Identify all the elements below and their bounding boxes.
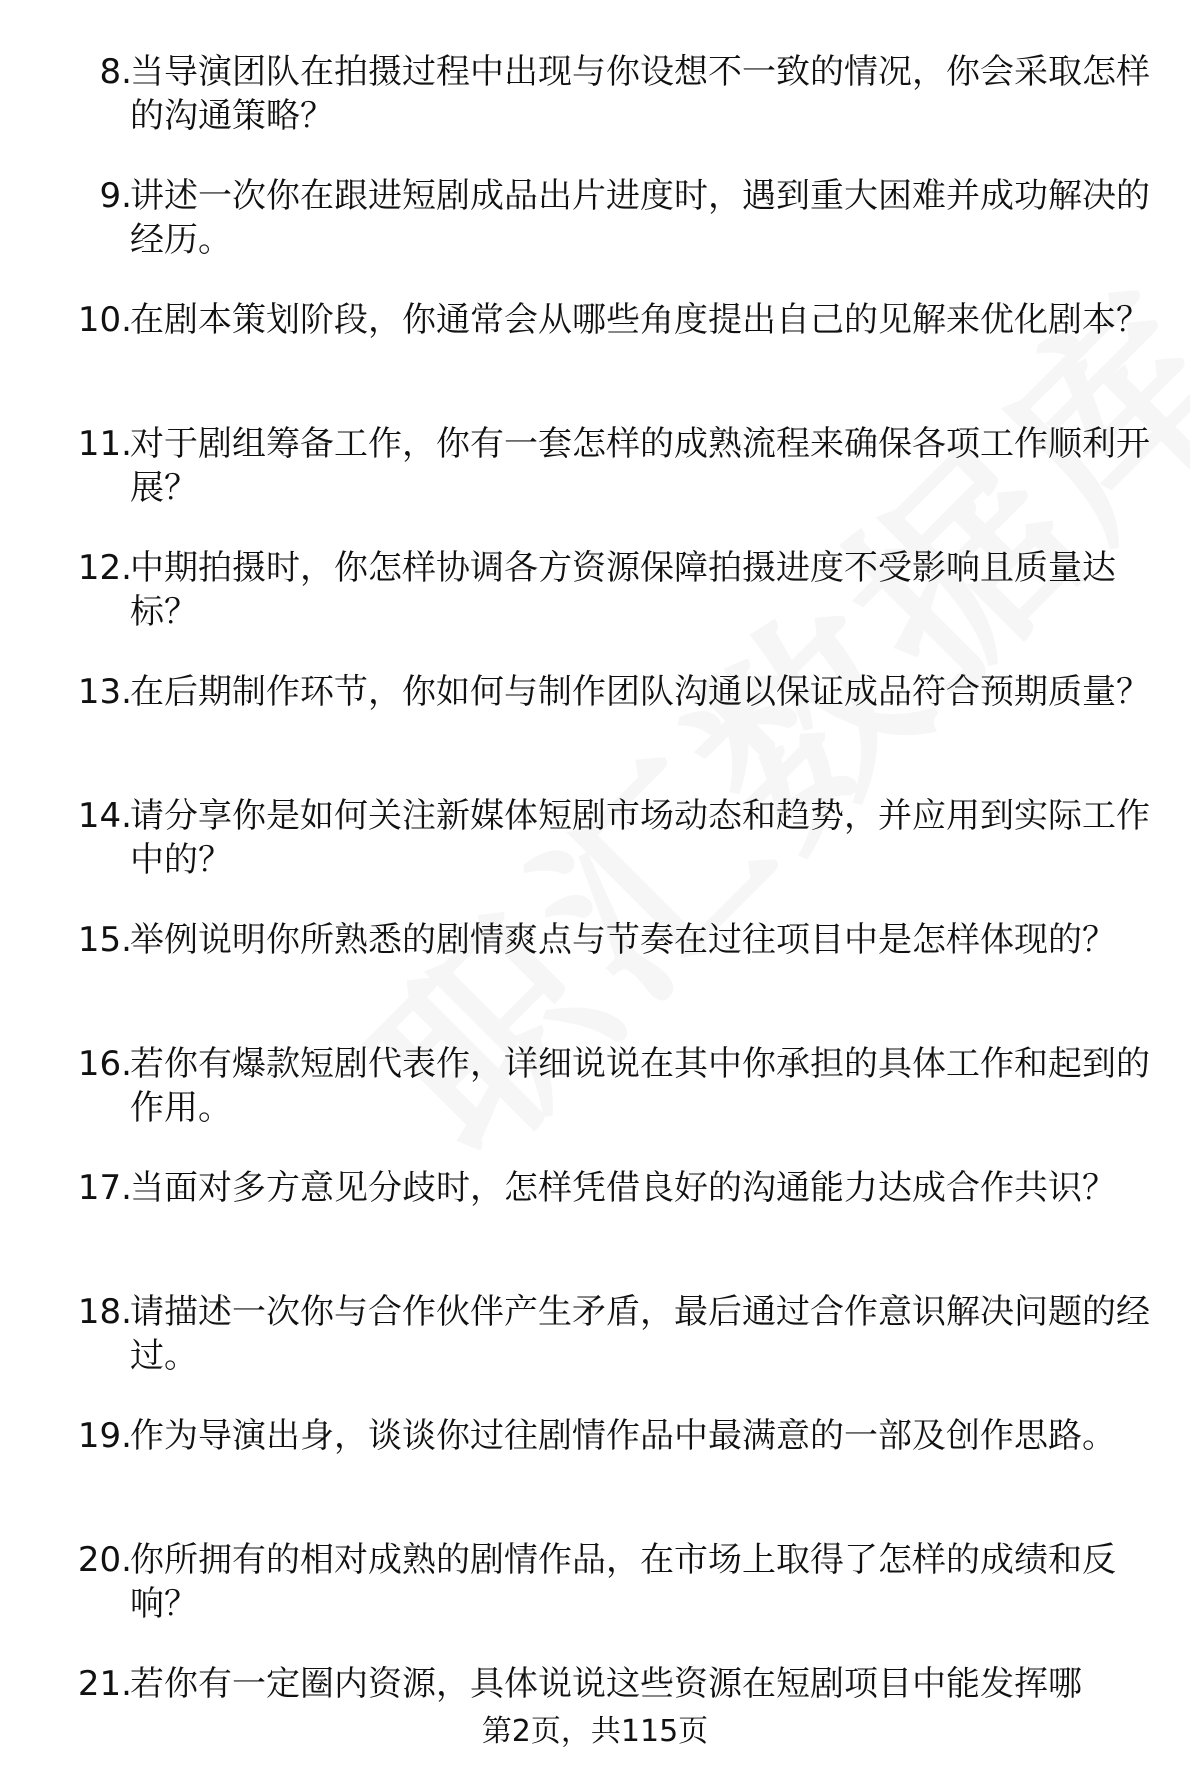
question-number: 16.: [77, 1044, 132, 1084]
question-text: 在剧本策划阶段，你通常会从哪些角度提出自己的见解来优化剧本？: [130, 300, 1150, 340]
question-item: [0, 50, 1190, 174]
question-text: 当面对多方意见分歧时，怎样凭借良好的沟通能力达成合作共识？: [130, 1168, 1116, 1208]
question-item: [0, 174, 1190, 298]
question-item: [0, 1166, 1190, 1290]
question-item: [0, 1538, 1190, 1662]
question-number: 19.: [77, 1416, 132, 1456]
question-number: 18.: [77, 1292, 132, 1332]
question-number: 10.: [77, 300, 132, 340]
question-number: 11.: [77, 424, 132, 464]
question-list: [0, 50, 1190, 1786]
question-item: [0, 422, 1190, 546]
question-text: 请描述一次你与合作伙伴产生矛盾，最后通过合作意识解决问题的经过。: [130, 1292, 1150, 1376]
question-text: 对于剧组筹备工作，你有一套怎样的成熟流程来确保各项工作顺利开展？: [130, 424, 1150, 508]
question-number: 9.: [99, 176, 132, 216]
question-number: 15.: [77, 920, 132, 960]
question-text: 你所拥有的相对成熟的剧情作品，在市场上取得了怎样的成绩和反响？: [130, 1540, 1116, 1624]
question-text: 举例说明你所熟悉的剧情爽点与节奏在过往项目中是怎样体现的？: [130, 920, 1116, 960]
question-number: 8.: [99, 52, 132, 92]
question-number: 14.: [77, 796, 132, 836]
question-item: [0, 794, 1190, 918]
question-item: [0, 670, 1190, 794]
question-text: 作为导演出身，谈谈你过往剧情作品中最满意的一部及创作思路。: [130, 1416, 1116, 1456]
question-item: [0, 298, 1190, 422]
question-item: [0, 1414, 1190, 1538]
question-text: 讲述一次你在跟进短剧成品出片进度时，遇到重大困难并成功解决的经历。: [130, 176, 1150, 260]
question-item: [0, 546, 1190, 670]
question-text: 中期拍摄时，你怎样协调各方资源保障拍摄进度不受影响且质量达标？: [130, 548, 1116, 632]
question-number: 21.: [77, 1664, 132, 1704]
question-number: 20.: [77, 1540, 132, 1580]
page-footer: 第2页，共115页: [481, 1714, 709, 1749]
question-item: [0, 1042, 1190, 1166]
question-item: [0, 1290, 1190, 1414]
question-item: [0, 918, 1190, 1042]
question-text: 当导演团队在拍摄过程中出现与你设想不一致的情况，你会采取怎样的沟通策略？: [130, 52, 1150, 136]
question-text: 在后期制作环节，你如何与制作团队沟通以保证成品符合预期质量？: [130, 672, 1150, 712]
question-text: 若你有爆款短剧代表作，详细说说在其中你承担的具体工作和起到的作用。: [130, 1044, 1150, 1128]
question-number: 17.: [77, 1168, 132, 1208]
question-text: 请分享你是如何关注新媒体短剧市场动态和趋势，并应用到实际工作中的？: [130, 796, 1150, 880]
question-text: 若你有一定圈内资源，具体说说这些资源在短剧项目中能发挥哪: [130, 1664, 1082, 1704]
question-number: 12.: [77, 548, 132, 588]
question-number: 13.: [77, 672, 132, 712]
